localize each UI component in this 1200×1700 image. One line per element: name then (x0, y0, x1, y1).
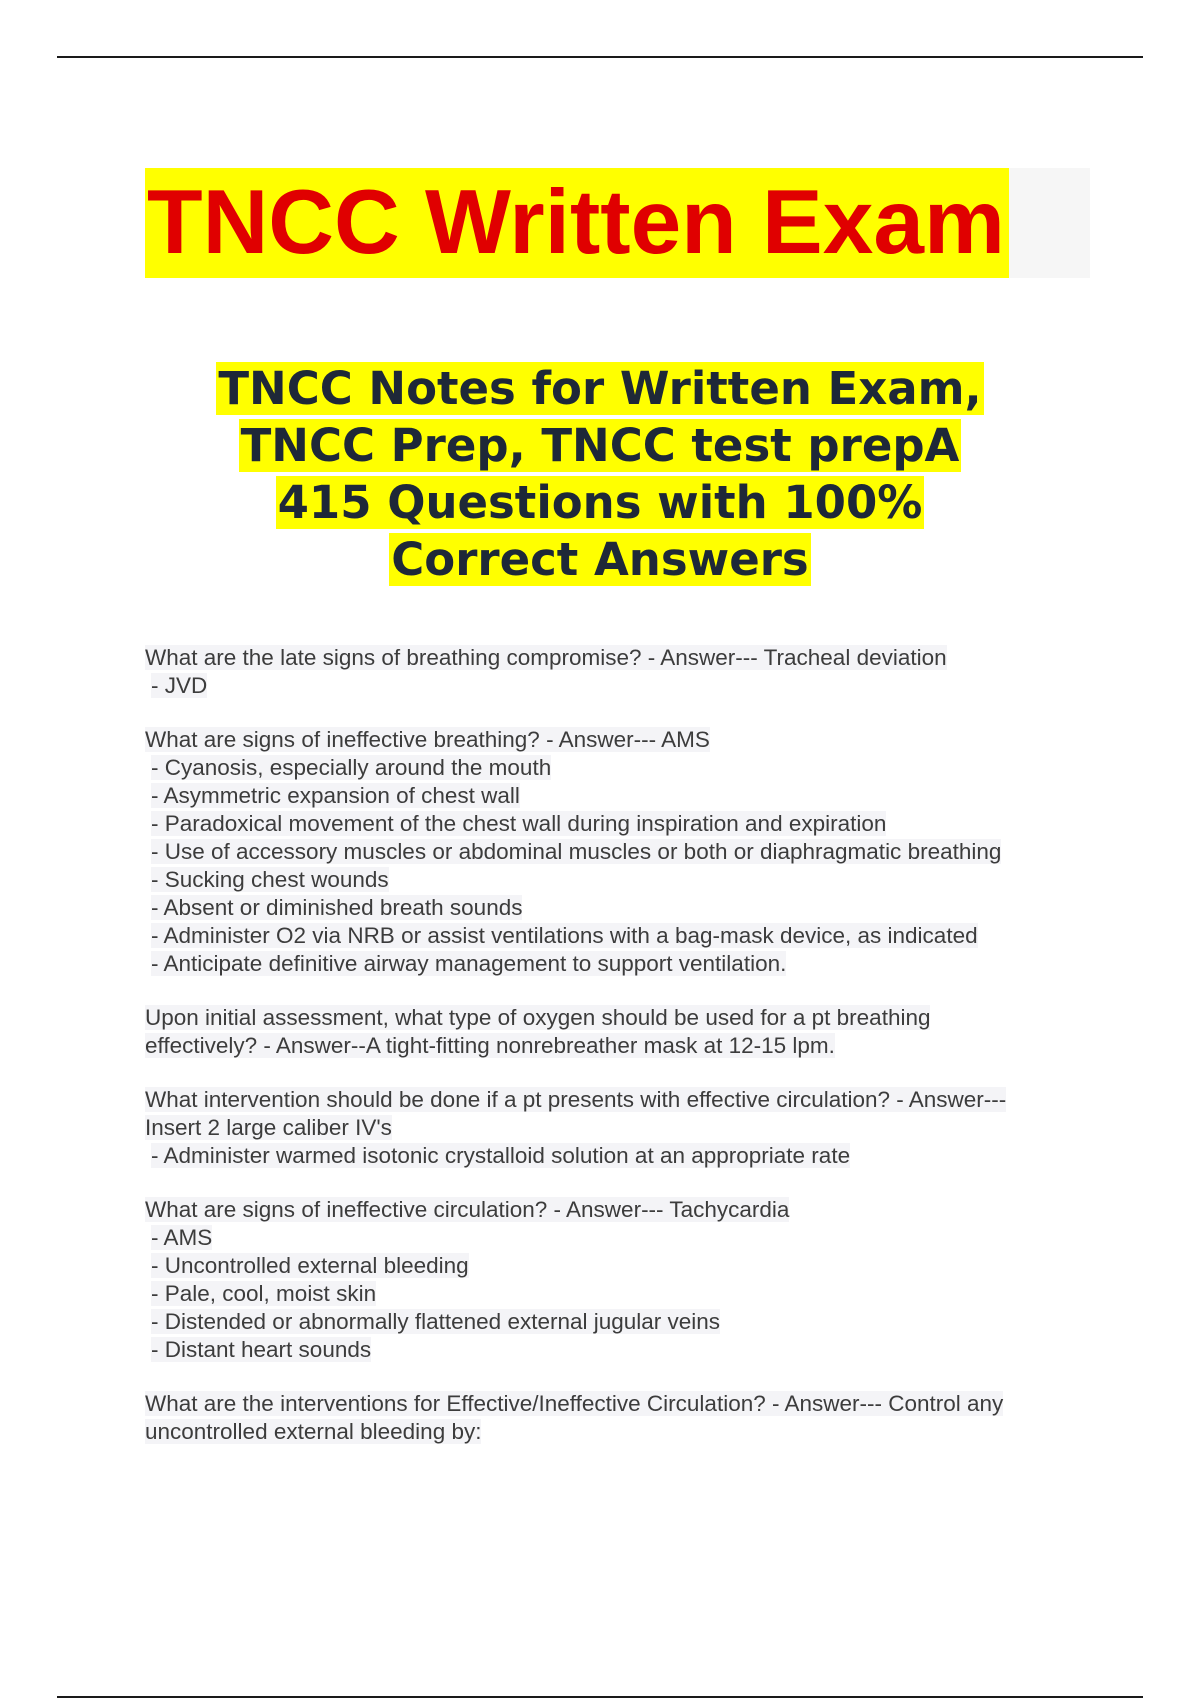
subtitle-line: Correct Answers (391, 533, 809, 586)
answer-item: - JVD (151, 673, 208, 698)
question-text: effectively? - Answer--A tight-fitting nonrebreather mask at 12-15 lpm. (145, 1033, 835, 1058)
answer-item: - Uncontrolled external bleeding (151, 1253, 469, 1278)
question-text: What are signs of ineffective circulation? - Answer--- Tachycardia (145, 1197, 790, 1222)
main-title-banner (145, 168, 1090, 278)
answer-item: - AMS (151, 1225, 213, 1250)
answer-item: - Distended or abnormally flattened external jugular veins (151, 1309, 721, 1334)
question-text: Upon initial assessment, what type of oxygen should be used for a pt breathing (145, 1005, 931, 1030)
subtitle (100, 360, 1100, 588)
answer-item: - Use of accessory muscles or abdominal muscles or both or diaphragmatic breathing (151, 839, 1002, 864)
answer-item: - Absent or diminished breath sounds (151, 895, 523, 920)
qa-block (145, 726, 1085, 978)
question-text: What intervention should be done if a pt presents with effective circulation? - Answer--- (145, 1087, 1007, 1112)
answer-item: - Administer warmed isotonic crystalloid solution at an appropriate rate (151, 1143, 851, 1168)
question-text: What are the late signs of breathing compromise? - Answer--- Tracheal deviation (145, 645, 947, 670)
question-text: What are the interventions for Effective/Ineffective Circulation? - Answer--- Control any (145, 1391, 1004, 1416)
subtitle-line: 415 Questions with 100% (277, 476, 923, 529)
answer-item: - Sucking chest wounds (151, 867, 389, 892)
answer-item: - Asymmetric expansion of chest wall (151, 783, 520, 808)
qa-block (145, 1086, 1085, 1170)
question-text: Insert 2 large caliber IV's (145, 1115, 392, 1140)
main-title: TNCC Written Exam (145, 168, 1009, 278)
bottom-divider (57, 1696, 1143, 1698)
answer-item: - Distant heart sounds (151, 1337, 372, 1362)
answer-item: - Paradoxical movement of the chest wall during inspiration and expiration (151, 811, 887, 836)
subtitle-line: TNCC Notes for Written Exam, (218, 362, 982, 415)
qa-block (145, 644, 1085, 700)
top-divider (57, 56, 1143, 58)
qa-block (145, 1390, 1085, 1446)
qa-block (145, 1004, 1085, 1060)
answer-item: - Pale, cool, moist skin (151, 1281, 377, 1306)
question-text: uncontrolled external bleeding by: (145, 1419, 482, 1444)
answer-item: - Anticipate definitive airway management to support ventilation. (151, 951, 787, 976)
answer-item: - Cyanosis, especially around the mouth (151, 755, 552, 780)
qa-block (145, 1196, 1085, 1364)
question-text: What are signs of ineffective breathing? - Answer--- AMS (145, 727, 710, 752)
subtitle-line: TNCC Prep, TNCC test prepA (240, 419, 960, 472)
qa-content (145, 644, 1085, 1472)
answer-item: - Administer O2 via NRB or assist ventilations with a bag-mask device, as indicated (151, 923, 978, 948)
